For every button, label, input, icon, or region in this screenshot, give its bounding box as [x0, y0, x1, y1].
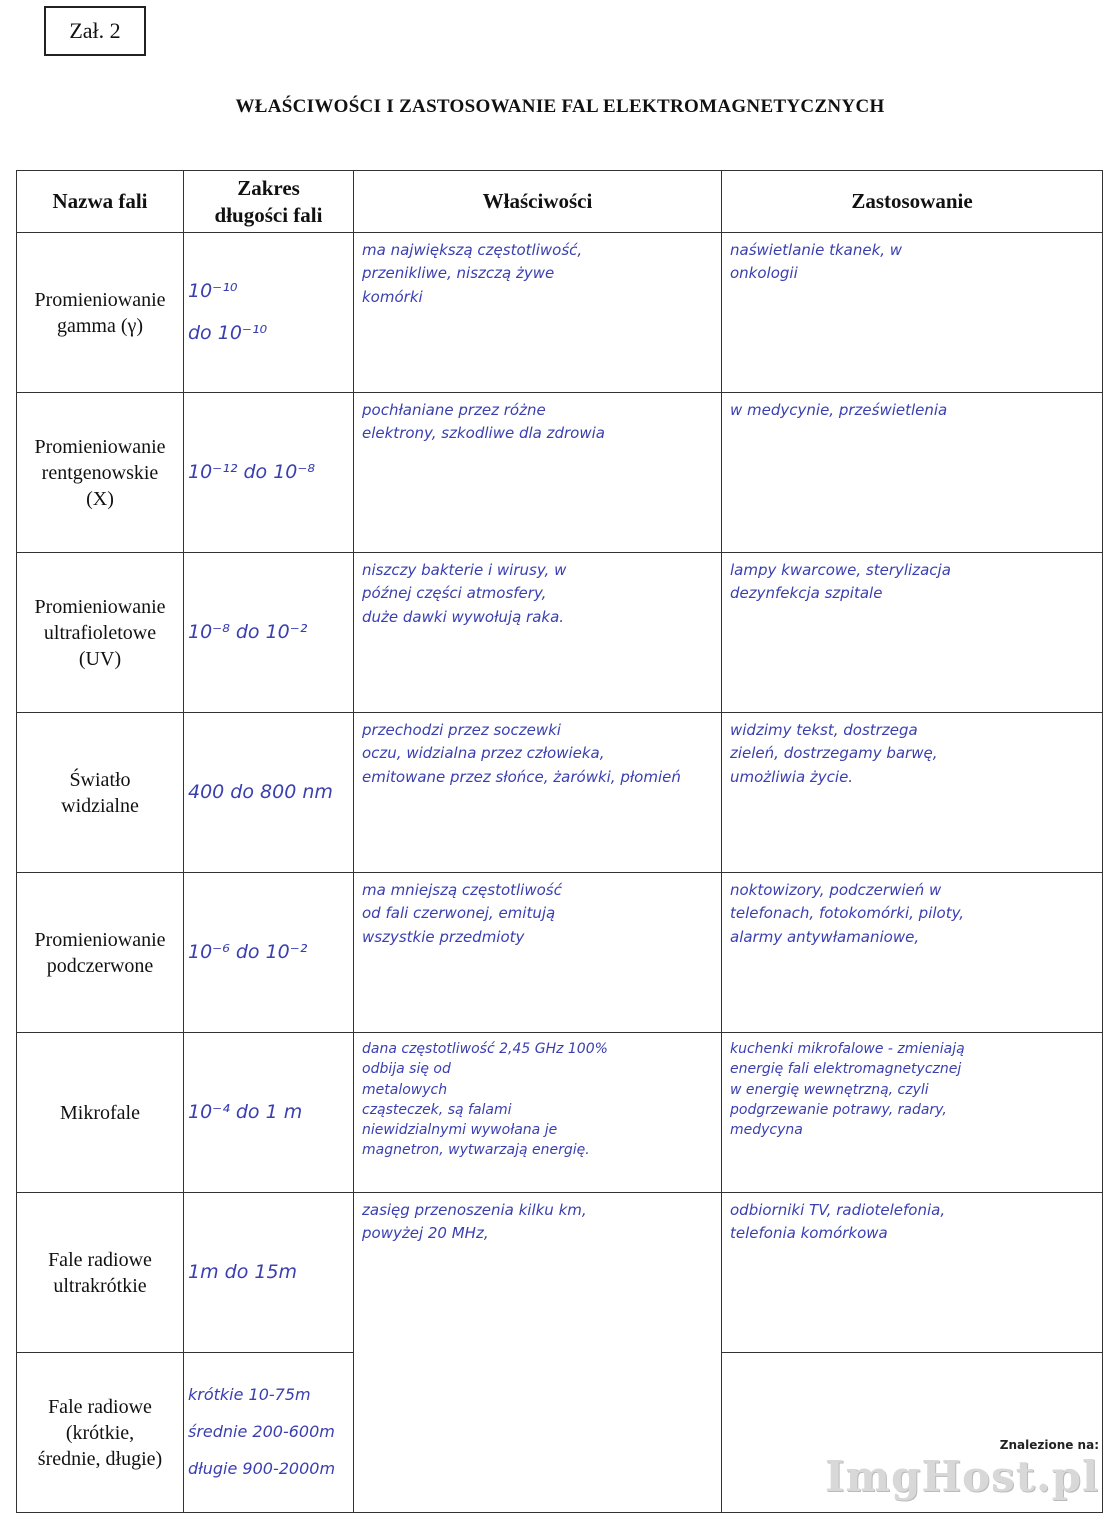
- table-row: [17, 873, 1103, 1033]
- header-row: [17, 171, 1103, 233]
- header-application: Zastosowanie: [722, 171, 1103, 233]
- header-range: Zakres długości fali: [184, 171, 354, 233]
- wave-properties: ma największą częstotliwość, przenikliwe, niszczą żywe komórki: [354, 233, 722, 393]
- wave-range: 10⁻⁸ do 10⁻²: [184, 553, 354, 713]
- watermark: [825, 1438, 1099, 1501]
- wave-properties: przechodzi przez soczewki oczu, widzialna przez człowieka, emitowane przez słońce, żarówki, płomień: [354, 713, 722, 873]
- wave-name: Mikrofale: [17, 1033, 184, 1193]
- wave-properties: pochłaniane przez różne elektrony, szkodliwe dla zdrowia: [354, 393, 722, 553]
- watermark-found-on: Znalezione na:: [999, 1438, 1099, 1452]
- wave-application: noktowizory, podczerwień w telefonach, fotokomórki, piloty, alarmy antywłamaniowe,: [722, 873, 1103, 1033]
- table-row: [17, 393, 1103, 553]
- table-row: [17, 1033, 1103, 1193]
- attachment-label: Zał. 2: [44, 6, 146, 56]
- header-properties: Właściwości: [354, 171, 722, 233]
- wave-properties: zasięg przenoszenia kilku km, powyżej 20 MHz,: [354, 1193, 722, 1513]
- wave-range: 10⁻⁶ do 10⁻²: [184, 873, 354, 1033]
- wave-application: widzimy tekst, dostrzega zieleń, dostrzegamy barwę, umożliwia życie.: [722, 713, 1103, 873]
- wave-application: kuchenki mikrofalowe - zmieniają energię fali elektromagnetycznej w energię wewnętrzną, czyli podgrzewanie potrawy, radary, medycyna: [722, 1033, 1103, 1193]
- wave-application: odbiorniki TV, radiotelefonia, telefonia komórkowa: [722, 1193, 1103, 1353]
- wave-name: Fale radiowe ultrakrótkie: [17, 1193, 184, 1353]
- table-row: [17, 1193, 1103, 1353]
- wave-name: Promieniowanie rentgenowskie (X): [17, 393, 184, 553]
- wave-range: 10⁻⁴ do 1 m: [184, 1033, 354, 1193]
- watermark-brand-logo: ImgHost.pl: [824, 1452, 1099, 1501]
- wave-application: lampy kwarcowe, sterylizacja dezynfekcja szpitale: [722, 553, 1103, 713]
- table-row: [17, 553, 1103, 713]
- waves-table: [16, 170, 1103, 1513]
- document-title: WŁAŚCIWOŚCI I ZASTOSOWANIE FAL ELEKTROMAGNETYCZNYCH: [235, 96, 885, 117]
- wave-application: w medycynie, prześwietlenia: [722, 393, 1103, 553]
- wave-name: Światło widzialne: [17, 713, 184, 873]
- table-row: [17, 233, 1103, 393]
- wave-properties: ma mniejszą częstotliwość od fali czerwonej, emitują wszystkie przedmioty: [354, 873, 722, 1033]
- wave-range: 10⁻¹⁰ do 10⁻¹⁰: [184, 233, 354, 393]
- wave-properties: dana częstotliwość 2,45 GHz 100% odbija się od metalowych cząsteczek, są falami niewidzialnymi wywołana je magnetron, wytwarzają energię.: [354, 1033, 722, 1193]
- wave-range: 1m do 15m: [184, 1193, 354, 1353]
- wave-name: Promieniowanie podczerwone: [17, 873, 184, 1033]
- wave-range: 10⁻¹² do 10⁻⁸: [184, 393, 354, 553]
- wave-name: Fale radiowe (krótkie, średnie, długie): [17, 1353, 184, 1513]
- header-name: Nazwa fali: [17, 171, 184, 233]
- wave-range: 400 do 800 nm: [184, 713, 354, 873]
- wave-range: krótkie 10-75m średnie 200-600m długie 900-2000m: [184, 1353, 354, 1513]
- table-row: [17, 713, 1103, 873]
- wave-properties: niszczy bakterie i wirusy, w późnej części atmosfery, duże dawki wywołują raka.: [354, 553, 722, 713]
- wave-name: Promieniowanie gamma (γ): [17, 233, 184, 393]
- wave-name: Promieniowanie ultrafioletowe (UV): [17, 553, 184, 713]
- wave-application: naświetlanie tkanek, w onkologii: [722, 233, 1103, 393]
